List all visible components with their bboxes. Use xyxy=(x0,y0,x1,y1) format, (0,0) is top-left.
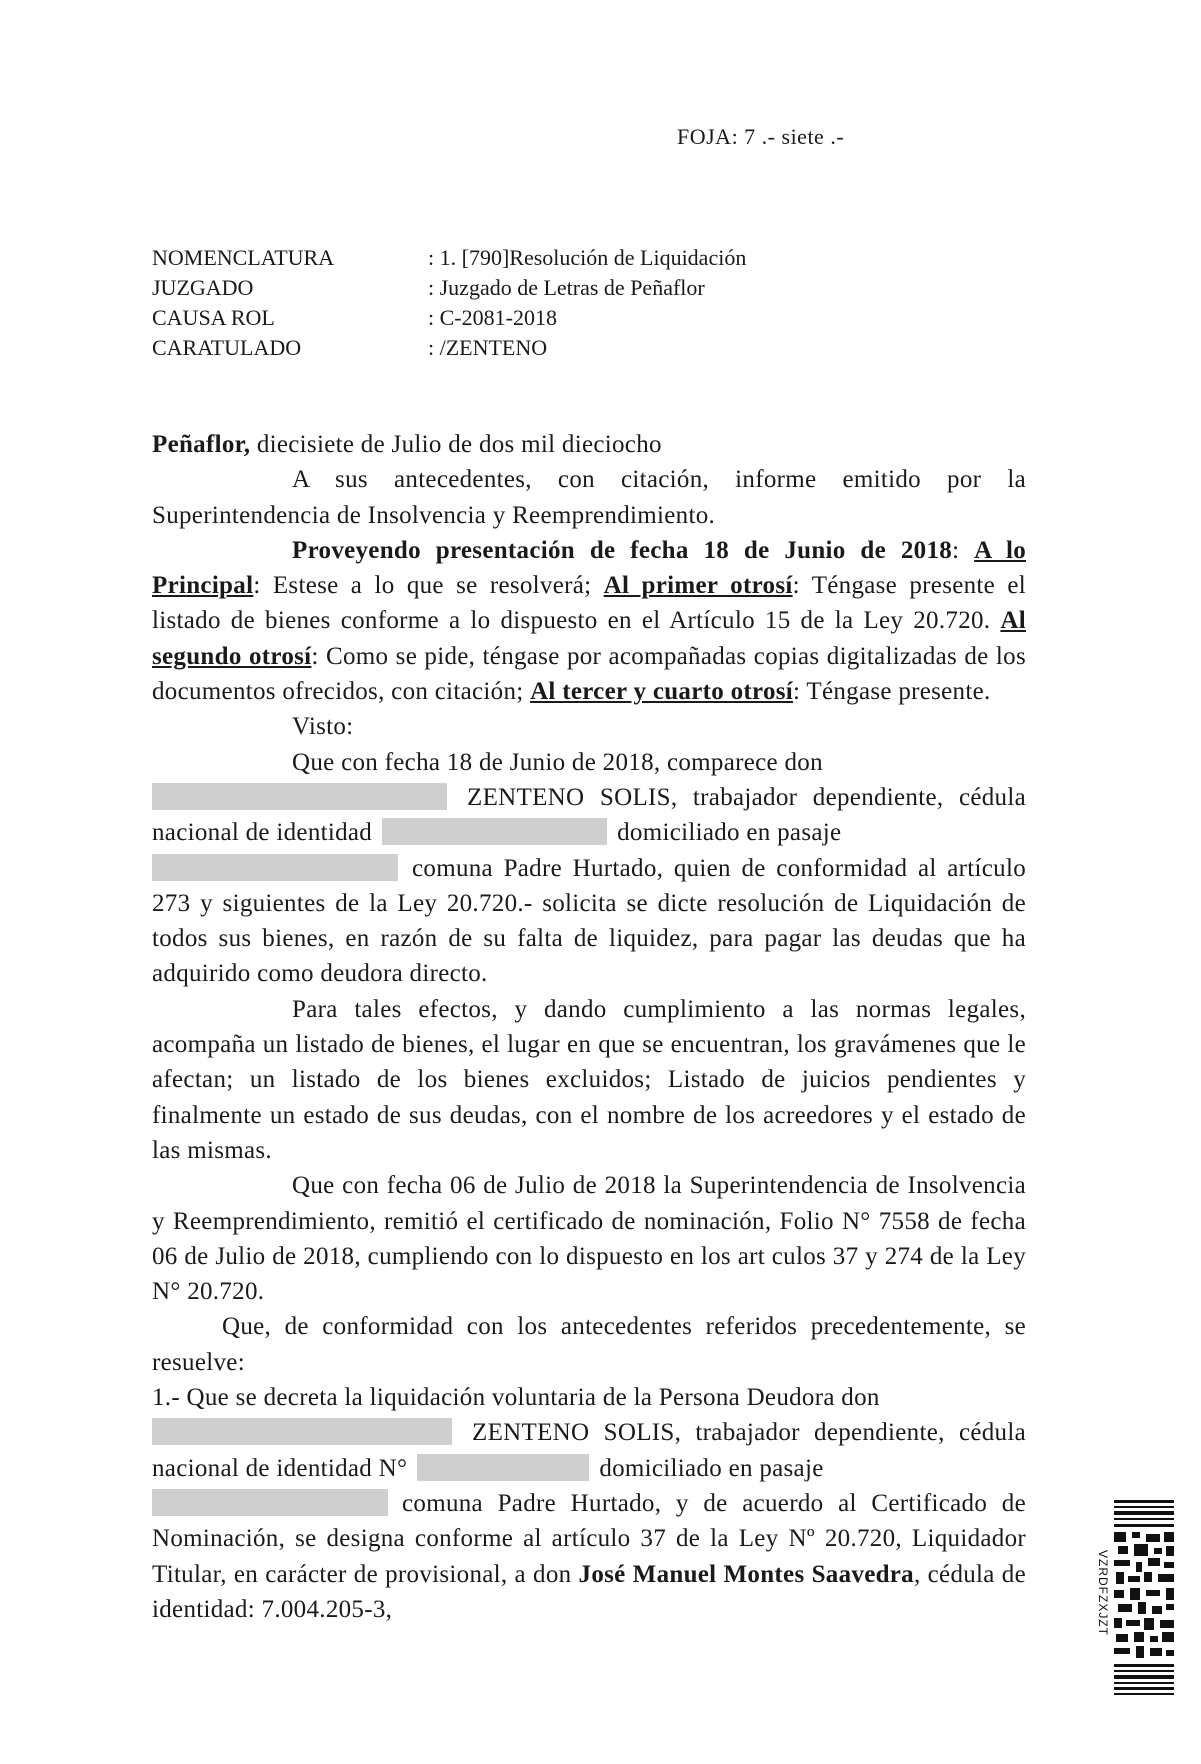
resolution-body xyxy=(152,427,1026,1627)
text-segment: domiciliado en pasaje xyxy=(617,819,842,847)
meta-row-nomenclatura xyxy=(152,243,746,273)
text-segment: comuna Padre Hurtado, y de acuerdo al Certificado de Nominación, se designa conforme al artículo 37 de la Ley Nº 20.720, Liquidador Titular, en carácter de provisional, a don xyxy=(152,1489,1026,1588)
text-segment: : Estese a lo que se resolverá; xyxy=(253,572,604,600)
meta-label: CARATULADO xyxy=(152,335,302,360)
verification-barcode xyxy=(1096,1500,1176,1696)
meta-label: JUZGADO xyxy=(152,275,254,300)
barcode-icon xyxy=(1114,1500,1174,1696)
text-segment: ZENTENO SOLIS, trabajador dependiente, cédula nacional de identidad xyxy=(152,783,1026,847)
meta-value: : /ZENTENO xyxy=(428,335,548,360)
visto: Visto: xyxy=(292,713,354,741)
redacted-id xyxy=(417,1454,589,1481)
text-segment: comuna Padre Hurtado, quien de conformidad al artículo 273 y siguientes de la Ley 20.720.- solicita se dicte resolución de Liquidación de todos sus bienes, en razón de su falta de liquidez, para pagar las deudas que ha adquirido como deudora directo. xyxy=(152,854,1026,988)
meta-value: : C-2081-2018 xyxy=(428,305,557,330)
meta-row-causa-rol xyxy=(152,303,746,333)
foja-number: FOJA: 7 .- siete .- xyxy=(677,124,845,149)
text-segment: Que con fecha 18 de Junio de 2018, comparece don xyxy=(292,748,823,776)
meta-value: : Juzgado de Letras de Peñaflor xyxy=(428,275,705,300)
redacted-id xyxy=(382,818,607,845)
case-metadata xyxy=(152,243,746,363)
redacted-address xyxy=(152,854,398,881)
paragraph-efectos: Para tales efectos, y dando cumplimiento a las normas legales, acompaña un listado de bienes, el lugar en que se encuentran, los gravámenes que le afectan; un listado de los bienes excluidos; Listado de juicios pendientes y finalmente un estado de sus deudas, con el nombre de los acreedores y el estado de las mismas. xyxy=(152,995,1026,1164)
paragraph-decreta xyxy=(152,1380,1026,1627)
text-segment: : Como se pide, téngase por acompañadas copias digitalizadas de los documentos ofrecidos, con citación; xyxy=(152,642,1026,706)
primer-otrosi-label: Al primer otrosí xyxy=(603,572,793,600)
paragraph-certificado: Que con fecha 06 de Julio de 2018 la Superintendencia de Insolvencia y Reemprendimiento, remitió el certificado de nominación, Folio N° 7558 de fecha 06 de Julio de 2018, cumpliendo con lo dispuesto en los art culos 37 y 274 de la Ley N° 20.720. xyxy=(152,1172,1026,1306)
proveyendo-heading: Proveyendo presentación de fecha 18 de Junio de 2018 xyxy=(292,536,953,564)
paragraph-proveyendo xyxy=(152,533,1026,709)
liquidator-name: José Manuel Montes Saavedra xyxy=(578,1560,914,1588)
redacted-name xyxy=(152,783,447,810)
text-segment: ZENTENO SOLIS, trabajador dependiente, cédula nacional de identidad N° xyxy=(152,1419,1026,1482)
redacted-name xyxy=(152,1418,452,1445)
text-segment: , cédula de identidad: 7.004.205-3, xyxy=(152,1560,1026,1623)
segundo-otrosi-label: Al segundo otrosí xyxy=(152,607,1026,670)
barcode-code: VZRDFZXJZT xyxy=(1096,1550,1110,1636)
meta-row-caratulado xyxy=(152,333,746,363)
text-segment: domiciliado en pasaje xyxy=(599,1454,824,1482)
date: diecisiete de Julio de dos mil dieciocho xyxy=(250,431,662,458)
redacted-address xyxy=(152,1489,388,1516)
text-segment: : Téngase presente el listado de bienes conforme a lo dispuesto en el Artículo 15 de la Ley 20.720. xyxy=(152,572,1026,635)
meta-row-juzgado xyxy=(152,273,746,303)
paragraph-comparece xyxy=(152,745,1026,992)
text-segment: : Téngase presente. xyxy=(793,678,991,706)
text-segment: : xyxy=(952,536,975,564)
paragraph-antecedentes: A sus antecedentes, con citación, informe emitido por la Superintendencia de Insolvencia y Reemprendimiento. xyxy=(152,466,1026,529)
principal-label: A lo Principal xyxy=(152,536,1026,600)
place: Peñaflor, xyxy=(152,431,251,458)
paragraph-resuelve: Que, de conformidad con los antecedentes referidos precedentemente, se resuelve: xyxy=(152,1313,1026,1376)
meta-value: : 1. [790]Resolución de Liquidación xyxy=(428,245,747,270)
text-segment: 1.- Que se decreta la liquidación voluntaria de la Persona Deudora don xyxy=(152,1384,880,1412)
tercer-cuarto-otrosi-label: Al tercer y cuarto otrosí xyxy=(530,678,794,706)
meta-label: NOMENCLATURA xyxy=(152,245,335,270)
dateline xyxy=(152,427,1026,462)
meta-label: CAUSA ROL xyxy=(152,305,275,330)
